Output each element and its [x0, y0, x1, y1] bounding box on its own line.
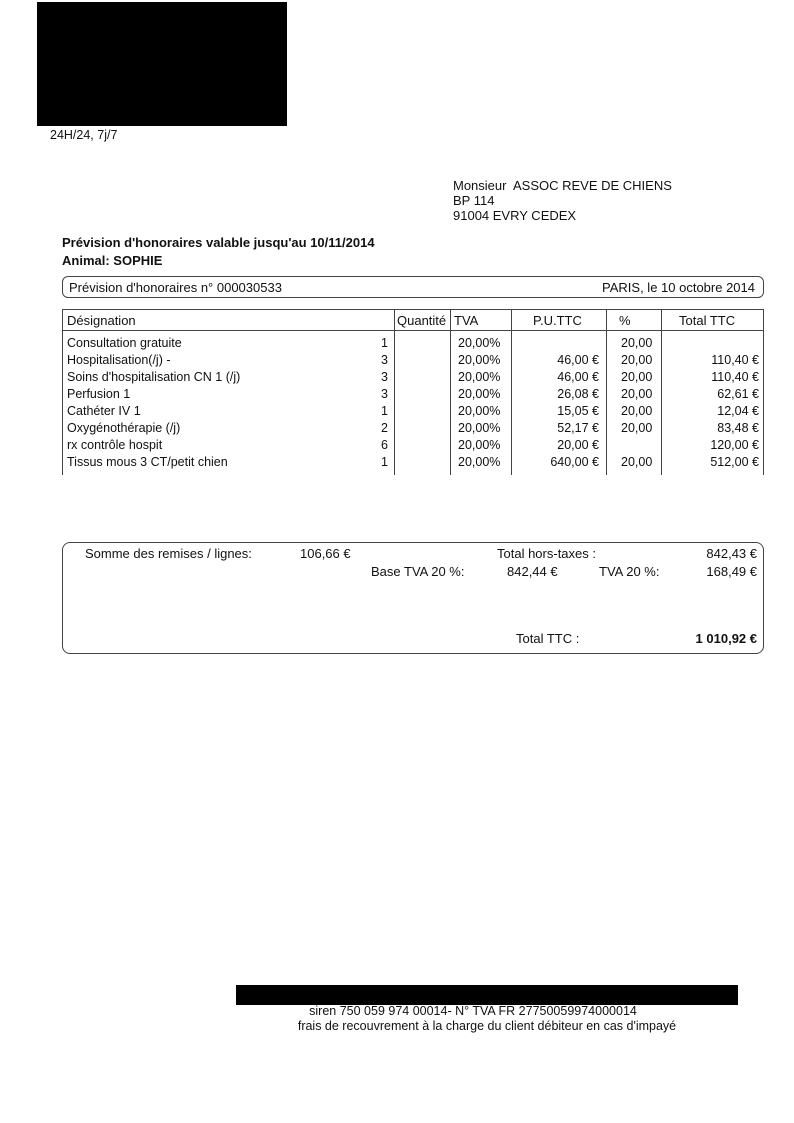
footer-siren: siren 750 059 974 00014- N° TVA FR 27750059974000014	[309, 1004, 637, 1018]
base-tva-value: 842,44 €	[507, 564, 558, 579]
recipient-line-1: Monsieur ASSOC REVE DE CHIENS	[453, 178, 672, 193]
cell-tva: 20,00%	[458, 370, 501, 384]
cell-designation: Tissus mous 3 CT/petit chien	[67, 455, 228, 469]
col-header-designation: Désignation	[67, 313, 136, 328]
tva-label: TVA 20 %:	[599, 564, 660, 579]
cell-unit-price: 640,00 €	[550, 455, 599, 469]
cell-percent: 20,00	[621, 421, 653, 435]
cell-percent: 20,00	[621, 336, 653, 350]
base-tva-label: Base TVA 20 %:	[371, 564, 465, 579]
col-divider	[511, 310, 512, 475]
cell-quantity: 1	[381, 336, 388, 350]
redacted-logo	[37, 2, 287, 126]
recipient-line-3: 91004 EVRY CEDEX	[453, 208, 577, 223]
cell-quantity: 2	[381, 421, 388, 435]
cell-percent: 20,00	[621, 387, 653, 401]
cell-tva: 20,00%	[458, 404, 501, 418]
cell-quantity: 1	[381, 404, 388, 418]
cell-unit-price: 52,17 €	[557, 421, 599, 435]
cell-total: 120,00 €	[710, 438, 759, 452]
cell-percent: 20,00	[621, 370, 653, 384]
cell-tva: 20,00%	[458, 387, 501, 401]
cell-designation: rx contrôle hospit	[67, 438, 163, 452]
cell-designation: Soins d'hospitalisation CN 1 (/j)	[67, 370, 241, 384]
recipient-address	[453, 178, 672, 223]
cell-quantity: 3	[381, 353, 388, 367]
document-place-date: PARIS, le 10 octobre 2014	[602, 280, 755, 295]
cell-total: 12,04 €	[717, 404, 759, 418]
remises-label: Somme des remises / lignes:	[85, 546, 252, 561]
cell-total: 512,00 €	[710, 455, 759, 469]
header-divider	[63, 330, 763, 331]
col-divider	[450, 310, 451, 475]
cell-tva: 20,00%	[458, 438, 501, 452]
cell-unit-price: 46,00 €	[557, 353, 599, 367]
cell-designation: Perfusion 1	[67, 387, 131, 401]
cell-unit-price: 46,00 €	[557, 370, 599, 384]
col-header-quantite: Quantité	[397, 313, 447, 328]
cell-designation: Hospitalisation(/j) -	[67, 353, 171, 367]
col-header-pct: %	[619, 313, 631, 328]
cell-percent: 20,00	[621, 404, 653, 418]
cell-tva: 20,00%	[458, 455, 501, 469]
total-ht-value: 842,43 €	[706, 546, 757, 561]
footer-note: frais de recouvrement à la charge du client débiteur en cas d'impayé	[297, 1019, 677, 1033]
cell-designation: Consultation gratuite	[67, 336, 182, 350]
col-header-tva: TVA	[454, 313, 479, 328]
col-divider	[394, 310, 395, 475]
recipient-line-2: BP 114	[453, 193, 495, 208]
total-ttc-value: 1 010,92 €	[695, 631, 757, 646]
cell-unit-price: 26,08 €	[557, 387, 599, 401]
col-header-pu: P.U.TTC	[533, 313, 582, 328]
totals-box	[62, 542, 764, 654]
cell-total: 83,48 €	[717, 421, 759, 435]
redacted-footer-bar	[236, 985, 738, 1005]
document-number-strip	[62, 276, 764, 298]
cell-quantity: 3	[381, 387, 388, 401]
cell-unit-price: 20,00 €	[557, 438, 599, 452]
opening-hours: 24H/24, 7j/7	[50, 128, 118, 142]
col-divider	[606, 310, 607, 475]
cell-quantity: 6	[381, 438, 388, 452]
remises-value: 106,66 €	[300, 546, 351, 561]
cell-percent: 20,00	[621, 353, 653, 367]
total-ht-label: Total hors-taxes :	[497, 546, 596, 561]
cell-total: 110,40 €	[711, 370, 759, 384]
cell-total: 62,61 €	[717, 387, 759, 401]
animal-name: Animal: SOPHIE	[62, 253, 163, 268]
document-title: Prévision d'honoraires valable jusqu'au 10/11/2014	[62, 235, 375, 250]
cell-total: 110,40 €	[711, 353, 759, 367]
tva-value: 168,49 €	[706, 564, 757, 579]
cell-tva: 20,00%	[458, 336, 501, 350]
cell-designation: Oxygénothérapie (/j)	[67, 421, 181, 435]
cell-percent: 20,00	[621, 455, 653, 469]
cell-designation: Cathéter IV 1	[67, 404, 141, 418]
cell-tva: 20,00%	[458, 353, 501, 367]
col-divider	[661, 310, 662, 475]
document-number: Prévision d'honoraires n° 000030533	[69, 280, 282, 295]
cell-quantity: 3	[381, 370, 388, 384]
items-table	[62, 309, 764, 475]
cell-unit-price: 15,05 €	[557, 404, 599, 418]
cell-tva: 20,00%	[458, 421, 501, 435]
col-header-total: Total TTC	[679, 313, 736, 328]
total-ttc-label: Total TTC :	[516, 631, 580, 646]
cell-quantity: 1	[381, 455, 388, 469]
